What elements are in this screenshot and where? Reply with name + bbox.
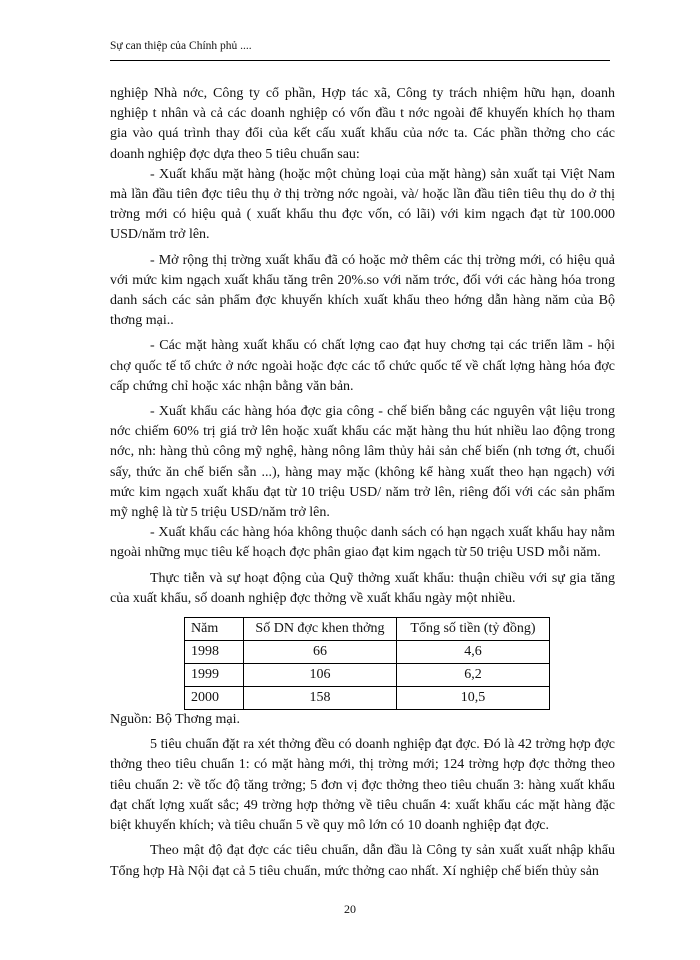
table-row [185, 664, 550, 687]
table-cell: 1999 [185, 664, 244, 687]
header-rule [110, 60, 610, 61]
paragraph-leaders: Theo mật độ đạt đợc các tiêu chuẩn, dẫn đầu là Công ty sản xuất xuất nhập khẩu Tổng hợp Hà Nội đạt cả 5 tiêu chuẩn, mức thởng cao nhất. Xí nghiệp chế biến thủy sản [110, 843, 615, 879]
criterion-1: - Xuất khẩu mặt hàng (hoặc một chủng loại của mặt hàng) sản xuất tại Việt Nam mà lần đầu tiên đợc tiêu thụ ở thị trờng nớc ngoài, và/ hoặc lần đầu tiên tiêu thụ do ở thị trờng mới có hiệu quả ( xuất khẩu thu đợc vốn, có lãi) với kim ngạch đạt từ 100.000 USD/năm trở lên. [110, 166, 615, 243]
table-row [185, 641, 550, 664]
table-source: Nguồn: Bộ Thơng mại. [110, 712, 241, 728]
paragraph-results: 5 tiêu chuẩn đặt ra xét thởng đều có doanh nghiệp đạt đợc. Đó là 42 trờng hợp đợc thởng theo tiêu chuẩn 1: có mặt hàng mới, thị trờng mới; 124 trờng hợp đợc thởng theo tiêu chuẩn 2: về tốc độ tăng trởng; 5 đơn vị đợc thởng theo tiêu chuẩn 3: hàng xuất khẩu đạt chất lợng xuất sắc; 49 trờng hợp thởng về tiêu chuẩn 4: xuất khẩu các mặt hàng đặc biệt khuyến khích; và tiêu chuẩn 5 về quy mô lớn có 10 doanh nghiệp đạt đợc. [110, 737, 615, 834]
criterion-4: - Xuất khẩu các hàng hóa đợc gia công - chế biến bằng các nguyên vật liệu trong nớc chiếm 60% trị giá trở lên hoặc xuất khẩu các mặt hàng thu hút nhiều lao động trong nớc, nh: hàng thủ công mỹ nghệ, hàng nông lâm thủy hải sản chế biến (nh tơng ớt, chuối sấy, thức ăn chế biến sẵn ...), hàng may mặc (không kể hàng xuất theo hạn ngạch) với mức kim ngạch xuất khẩu đạt từ 10 triệu USD/ năm trở lên, riêng đối với các sản phẩm mỹ nghệ là từ 5 triệu USD/năm trở lên. [110, 404, 615, 521]
table-cell: 158 [244, 687, 397, 710]
table-cell: 4,6 [397, 641, 550, 664]
table-cell: 66 [244, 641, 397, 664]
paragraph-fund-practice: Thực tiễn và sự hoạt động của Quỹ thởng xuất khẩu: thuận chiều với sự gia tăng của xuất khẩu, số doanh nghiệp đợc thởng về xuất khẩu ngày một nhiều. [110, 570, 615, 606]
table-header-cell: Tổng số tiền (tỷ đồng) [397, 618, 550, 641]
table-cell: 2000 [185, 687, 244, 710]
paragraph-1: nghiệp Nhà nớc, Công ty cổ phần, Hợp tác xã, Công ty trách nhiệm hữu hạn, doanh nghiệp t nhân và cả các doanh nghiệp có vốn đầu t nớc ngoài để khuyến khích họ tham gia vào quá trình thay đổi của kết cấu xuất khẩu của nớc ta. Các phần thởng cho các doanh nghiệp đợc dựa theo 5 tiêu chuẩn sau: [110, 86, 615, 162]
criterion-3: - Các mặt hàng xuất khẩu có chất lợng cao đạt huy chơng tại các triển lãm - hội chợ quốc tế tổ chức ở nớc ngoài hoặc đợc các tổ chức quốc tế về chất lợng hàng hóa đợc cấp chứng chỉ hoặc xác nhận bằng văn bản. [110, 338, 615, 394]
table-cell: 6,2 [397, 664, 550, 687]
page-number: 20 [344, 902, 356, 916]
award-table [184, 617, 550, 710]
table-row [185, 687, 550, 710]
document-body [110, 84, 615, 882]
table-header-row [185, 618, 550, 641]
running-header: Sự can thiệp của Chính phủ .... [110, 40, 252, 52]
table-cell: 10,5 [397, 687, 550, 710]
table-header-cell: Năm [185, 618, 244, 641]
criterion-2: - Mở rộng thị trờng xuất khẩu đã có hoặc mở thêm các thị trờng mới, có hiệu quả với mức kim ngạch xuất khẩu tăng trên 20%.so với năm trớc, đối với các hàng hóa trong danh sách các sản phẩm đợc khuyến khích xuất khẩu theo hớng dẫn hàng năm của Bộ thơng mại.. [110, 252, 615, 329]
table-cell: 1998 [185, 641, 244, 664]
criterion-5: - Xuất khẩu các hàng hóa không thuộc danh sách có hạn ngạch xuất khẩu hay nằm ngoài những mục tiêu kế hoạch đợc phân giao đạt kim ngạch từ 50 triệu USD mỗi năm. [110, 525, 615, 561]
table-cell: 106 [244, 664, 397, 687]
table-header-cell: Số DN đợc khen thởng [244, 618, 397, 641]
